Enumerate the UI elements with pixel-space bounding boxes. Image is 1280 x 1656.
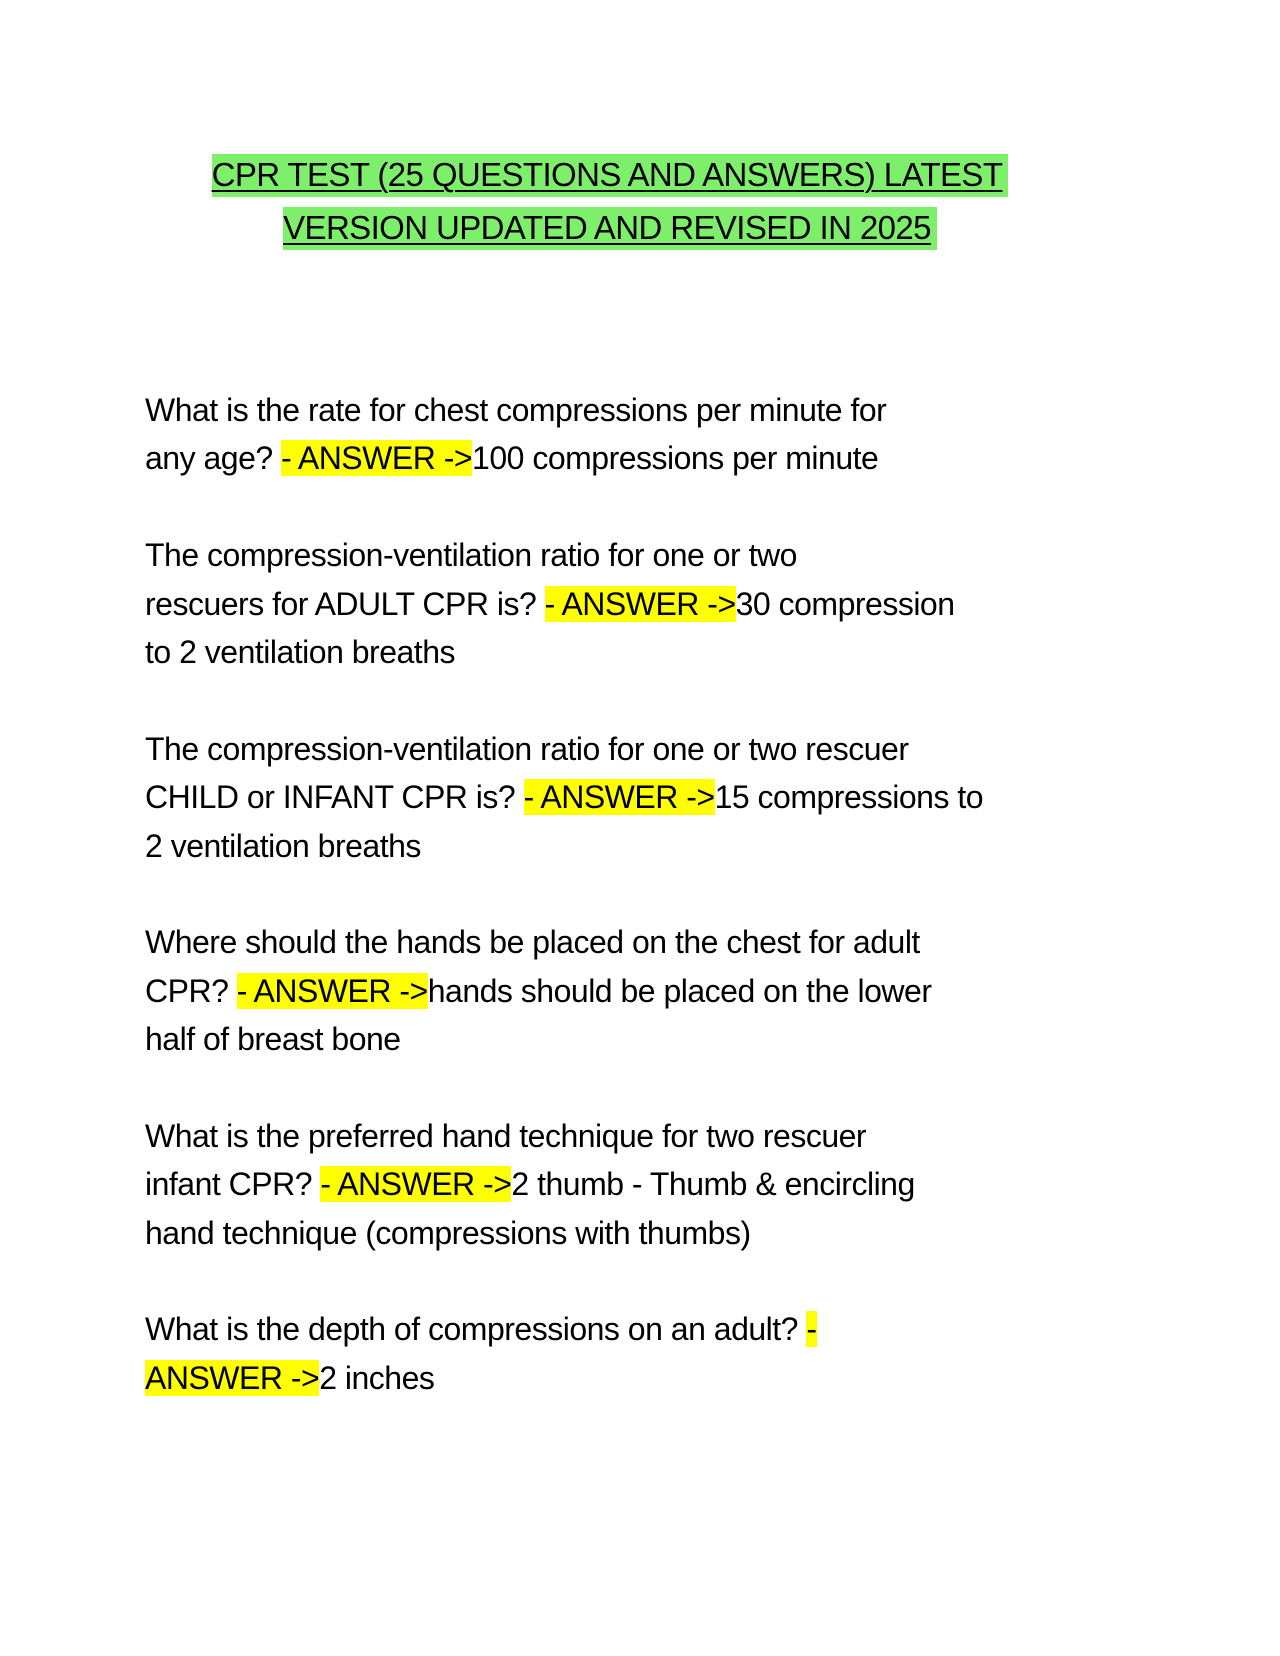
text-line — [145, 1112, 1145, 1160]
paragraph-spacer — [145, 870, 1145, 918]
document-title — [145, 148, 1075, 254]
text-line — [145, 1160, 1145, 1208]
text-segment: Where should the hands be placed on the chest for adult — [145, 924, 920, 961]
text-segment: 15 compressions to — [714, 779, 984, 816]
text-line — [145, 1209, 1145, 1257]
paragraph-spacer — [145, 1402, 1145, 1450]
text-line — [145, 725, 1145, 773]
answer-label: - ANSWER -> — [281, 440, 473, 477]
text-segment: What is the depth of compressions on an adult? — [145, 1311, 807, 1348]
text-segment: CPR? — [145, 972, 237, 1009]
text-segment: What is the preferred hand technique for two rescuer — [145, 1117, 867, 1154]
qa-item — [145, 1112, 1145, 1306]
answer-label: - ANSWER -> — [236, 972, 428, 1009]
answer-label: ANSWER -> — [145, 1359, 320, 1396]
text-segment: CHILD or INFANT CPR is? — [145, 779, 524, 816]
text-segment: infant CPR? — [145, 1166, 321, 1203]
paragraph-spacer — [145, 1063, 1145, 1111]
text-line — [145, 967, 1145, 1015]
qa-item — [145, 1305, 1145, 1450]
paragraph-spacer — [145, 676, 1145, 724]
text-line — [145, 434, 1145, 482]
qa-item — [145, 531, 1145, 725]
paragraph-spacer — [145, 483, 1145, 531]
qa-item — [145, 918, 1145, 1112]
text-line — [145, 822, 1145, 870]
text-line — [145, 918, 1145, 966]
title-line-2: VERSION UPDATED AND REVISED IN 2025 — [283, 207, 937, 250]
text-line — [145, 386, 1145, 434]
qa-item — [145, 386, 1145, 531]
text-line — [145, 773, 1145, 821]
text-segment: any age? — [145, 440, 282, 477]
text-segment: What is the rate for chest compressions per minute for — [145, 392, 887, 428]
answer-label: - ANSWER -> — [523, 779, 715, 816]
text-line — [145, 580, 1145, 628]
text-segment: hands should be placed on the lower — [427, 972, 932, 1009]
text-segment: 2 ventilation breaths — [145, 827, 421, 864]
text-segment: 30 compression — [735, 585, 955, 622]
answer-label: - — [806, 1311, 817, 1348]
text-segment: 2 inches — [319, 1359, 435, 1396]
text-segment: half of breast bone — [145, 1021, 401, 1058]
paragraph-spacer — [145, 1257, 1145, 1305]
text-segment: 2 thumb - Thumb & encircling — [511, 1166, 915, 1203]
text-line — [145, 1015, 1145, 1063]
title-line-1: CPR TEST (25 QUESTIONS AND ANSWERS) LATEST — [212, 154, 1009, 197]
text-segment: The compression-ventilation ratio for one or two — [145, 537, 797, 574]
qa-list — [145, 386, 1145, 1451]
text-segment: 100 compressions per minute — [472, 440, 879, 477]
text-segment: to 2 ventilation breaths — [145, 633, 455, 670]
text-line — [145, 1354, 1145, 1402]
text-segment: hand technique (compressions with thumbs) — [145, 1214, 751, 1251]
answer-label: - ANSWER -> — [544, 585, 736, 622]
qa-item — [145, 725, 1145, 919]
text-line — [145, 531, 1145, 579]
text-segment: The compression-ventilation ratio for one or two rescuer — [145, 730, 909, 767]
text-line — [145, 1305, 1145, 1353]
answer-label: - ANSWER -> — [320, 1166, 512, 1203]
text-line — [145, 628, 1145, 676]
text-segment: rescuers for ADULT CPR is? — [145, 585, 545, 622]
